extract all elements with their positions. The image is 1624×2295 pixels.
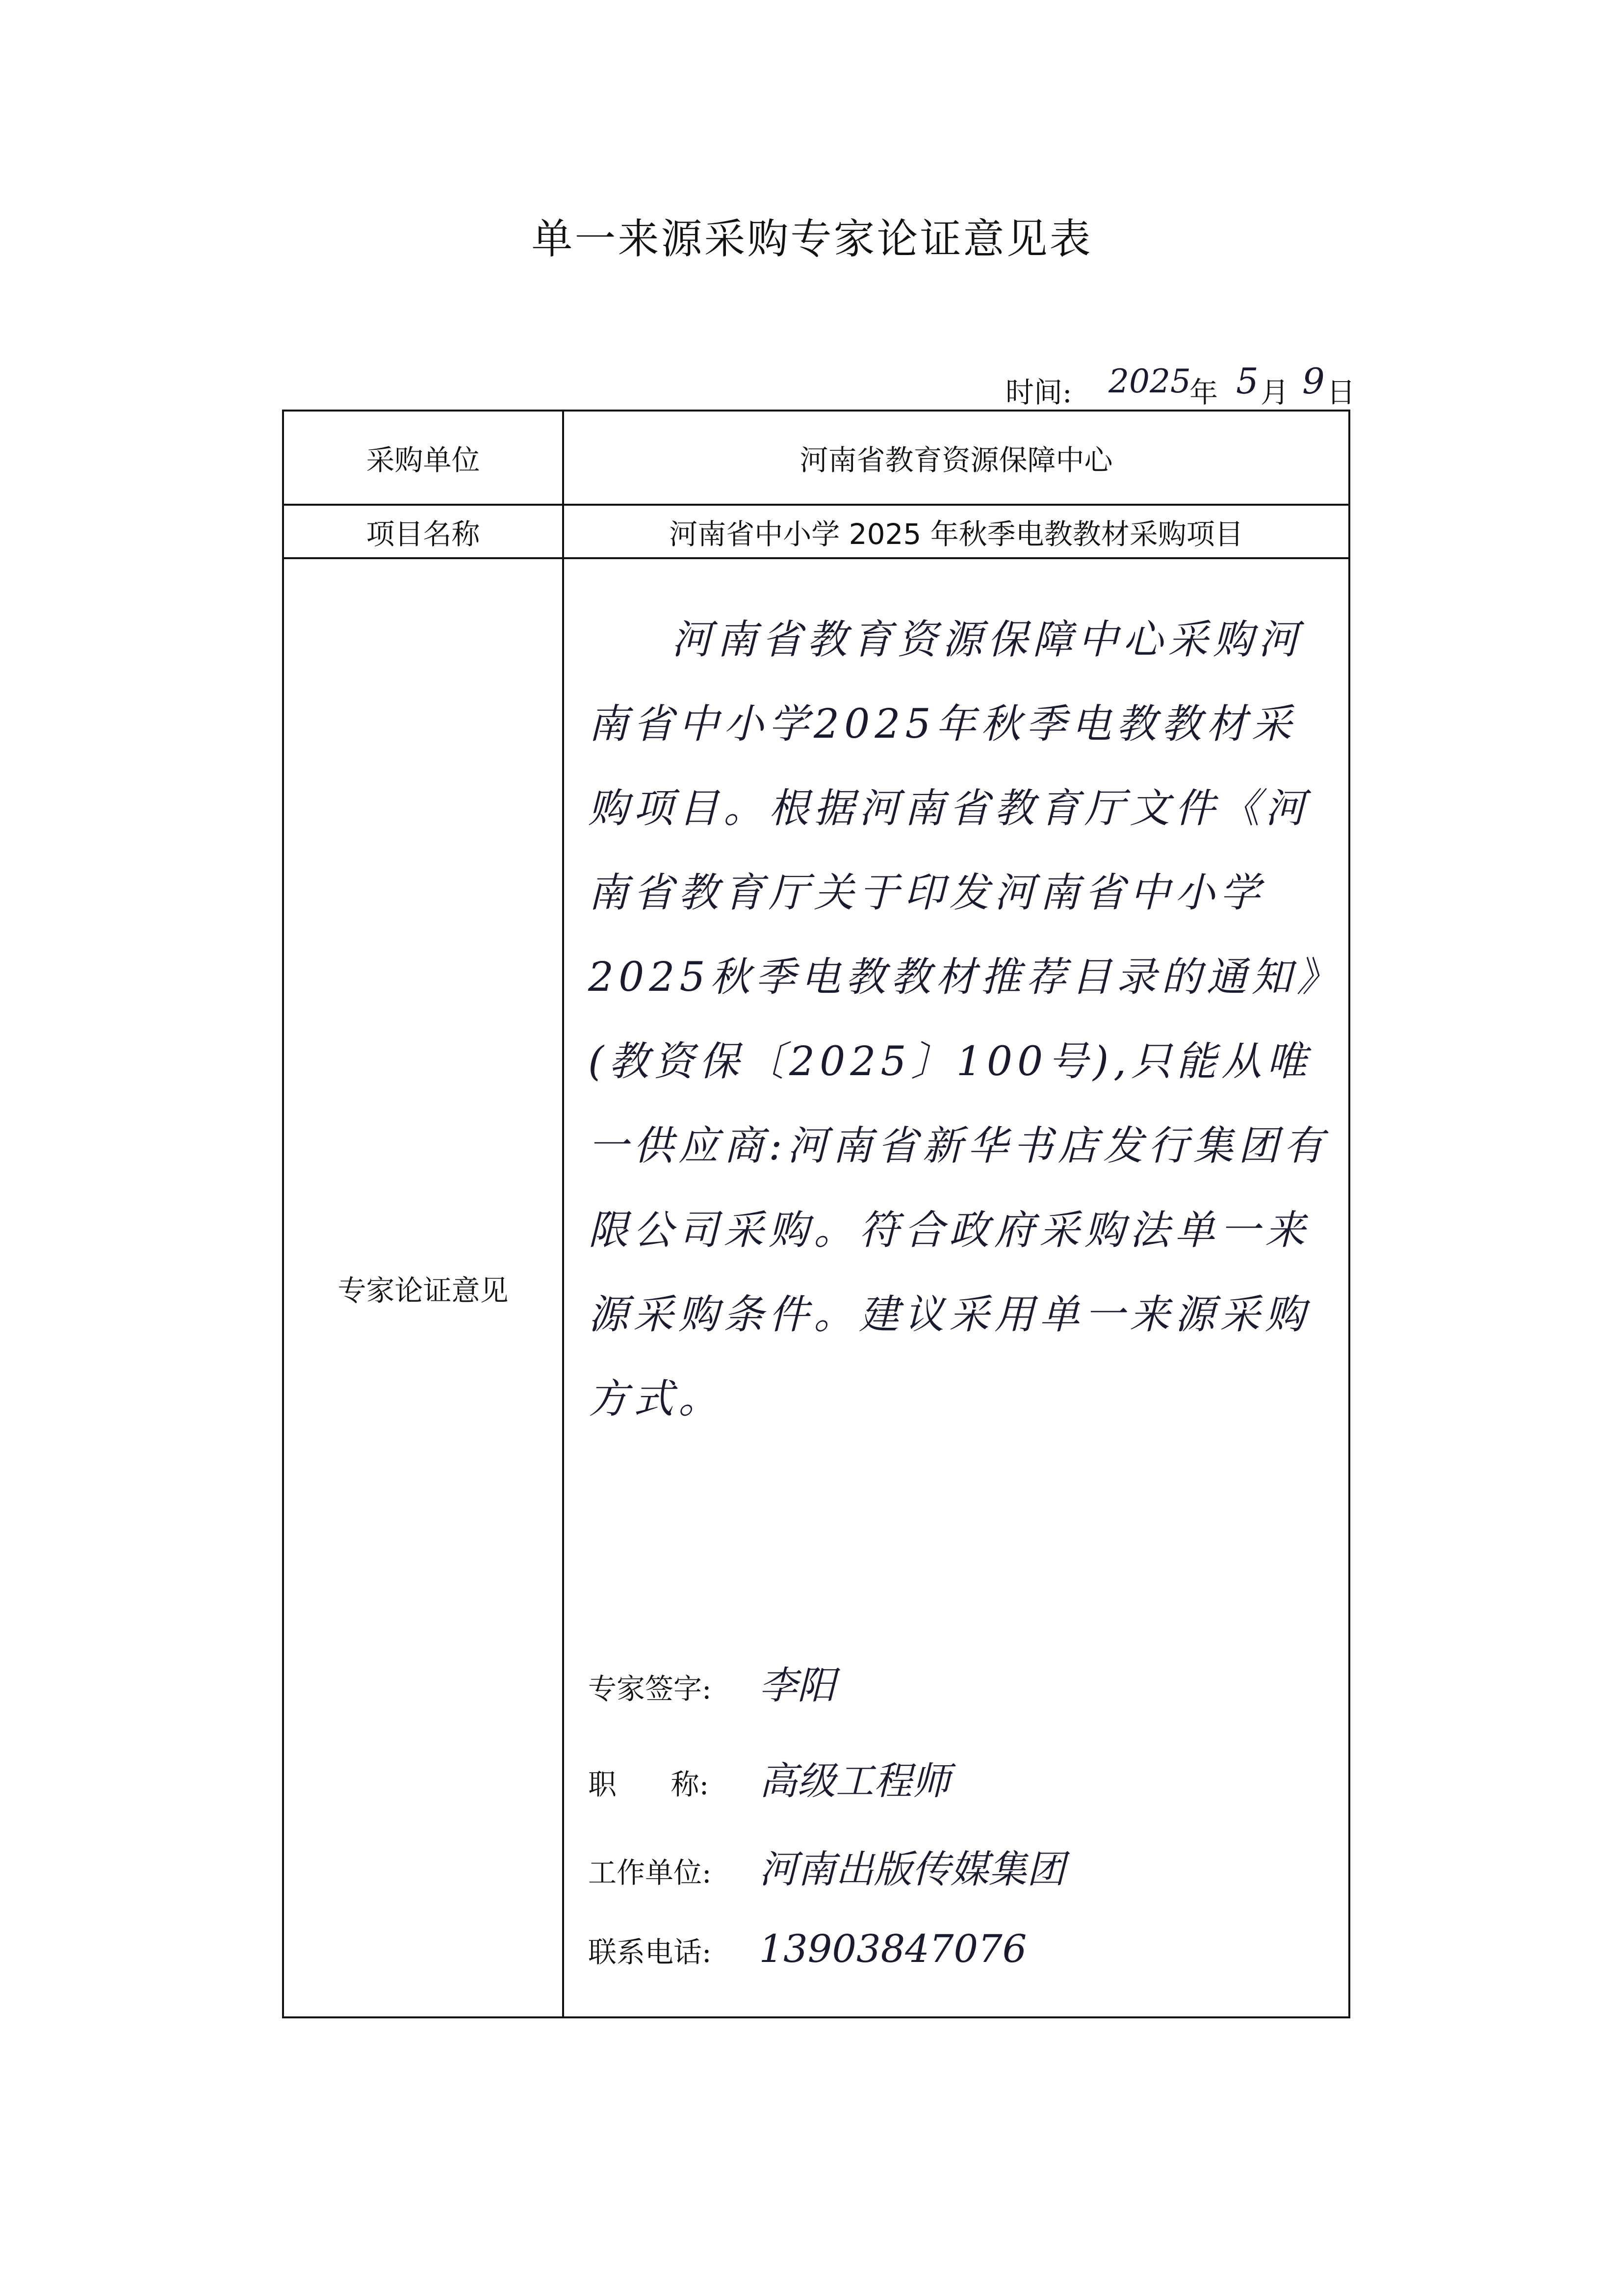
work-unit-row [588, 1839, 1065, 1894]
title-label: 职 称: [588, 1768, 709, 1801]
date-line [1005, 361, 1356, 410]
work-unit-value: 河南出版传媒集团 [759, 1848, 1065, 1892]
date-month-unit: 月 [1261, 376, 1289, 409]
date-day-unit: 日 [1327, 376, 1356, 409]
opinion-text: 河南省教育资源保障中心采购河南省中小学2025年秋季电教教材采购项目。根据河南省教育厅文件《河南省教育厅关于印发河南省中小学2025秋季电教教材推荐目录的通知》(教资保〔2025〕100号),只能从唯一供应商:河南省新华书店发行集团有限公司采购。符合政府采购法单一来源采购条件。建议采用单一来源采购方式。 [588, 617, 1329, 1422]
expert-signature-row [588, 1655, 835, 1710]
phone-label: 联系电话: [588, 1935, 712, 1969]
date-day: 9 [1302, 361, 1325, 402]
work-unit-label: 工作单位: [588, 1856, 712, 1889]
date-year-unit: 年 [1189, 376, 1218, 409]
opinion-label: 专家论证意见 [337, 1273, 509, 1307]
purchaser-label: 采购单位 [366, 443, 480, 477]
project-value: 河南省中小学 2025 年秋季电教教材采购项目 [669, 517, 1243, 551]
opinion-table [282, 410, 1350, 2018]
document-title: 单一来源采购专家论证意见表 [531, 215, 1093, 263]
date-year: 2025 [1108, 362, 1191, 400]
table-column-divider [562, 412, 564, 2016]
expert-signature: 李阳 [759, 1664, 836, 1708]
phone-value: 13903847076 [759, 1927, 1027, 1971]
purchaser-value: 河南省教育资源保障中心 [799, 443, 1113, 477]
title-row [588, 1751, 950, 1805]
phone-row [588, 1927, 1027, 1971]
project-label: 项目名称 [366, 517, 480, 551]
date-label: 时间: [1005, 376, 1072, 409]
date-month: 5 [1236, 361, 1259, 402]
title-value: 高级工程师 [759, 1759, 951, 1804]
expert-label: 专家签字: [588, 1672, 712, 1705]
